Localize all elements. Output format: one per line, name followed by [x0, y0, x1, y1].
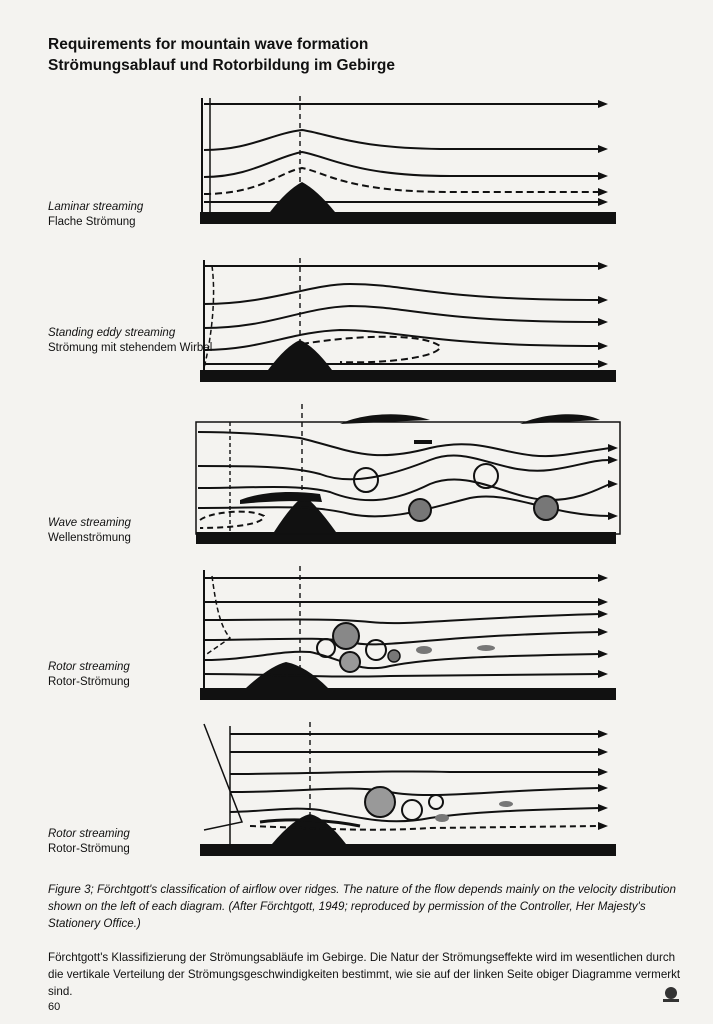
label-rotor-2 [48, 827, 130, 857]
mountain-ridge [270, 182, 335, 212]
label-de: Rotor-Strömung [48, 843, 130, 855]
label-de: Flache Strömung [48, 216, 136, 228]
ground-bar [200, 688, 616, 700]
label-en: Laminar streaming [48, 201, 144, 213]
ground-bar [200, 844, 616, 856]
label-de: Strömung mit stehendem Wirbel [48, 342, 213, 354]
label-wave [48, 516, 131, 546]
figure-caption-german: Förchtgott's Klassifizierung der Strömungsabläufe im Gebirge. Die Natur der Strömungseffekte wird im wesentlichen durch die vertikale Verteilung der Strömungsgeschwindigkeiten bestimmt, wie sie auf der linken Seite obiger Diagramme vermerkt sind. [48, 951, 681, 998]
page-title [48, 34, 395, 76]
library-stamp-icon [660, 985, 682, 1005]
page-number: 60 [48, 1001, 61, 1013]
label-en: Rotor streaming [48, 828, 130, 840]
label-en: Wave streaming [48, 517, 131, 529]
ground-bar [200, 212, 616, 224]
mountain-ridge [268, 340, 332, 370]
title-german: Strömungsablauf und Rotorbildung im Gebirge [48, 57, 396, 74]
label-standing-eddy [48, 326, 212, 356]
label-laminar [48, 200, 143, 230]
title-english: Requirements for mountain wave formation [48, 36, 369, 53]
diagram-standing-eddy [190, 256, 630, 386]
label-rotor-1 [48, 660, 130, 690]
mountain-ridge [274, 496, 336, 532]
diagram-rotor-2 [190, 722, 630, 862]
label-de: Wellenströmung [48, 532, 131, 544]
label-en: Standing eddy streaming [48, 327, 176, 339]
figure-caption-english: Figure 3; Förchtgott's classification of airflow over ridges. The nature of the flow depends mainly on the velocity distribution shown on the left of each diagram. (After Förchtgott, 1949; reproduced by permission of the Controller, Her Majesty's Stationery Office.) [48, 883, 676, 930]
ground-bar [200, 370, 616, 382]
diagram-rotor-1 [190, 566, 630, 706]
label-en: Rotor streaming [48, 661, 130, 673]
diagram-wave [190, 404, 630, 550]
diagram-laminar [190, 92, 630, 228]
label-de: Rotor-Strömung [48, 676, 130, 688]
